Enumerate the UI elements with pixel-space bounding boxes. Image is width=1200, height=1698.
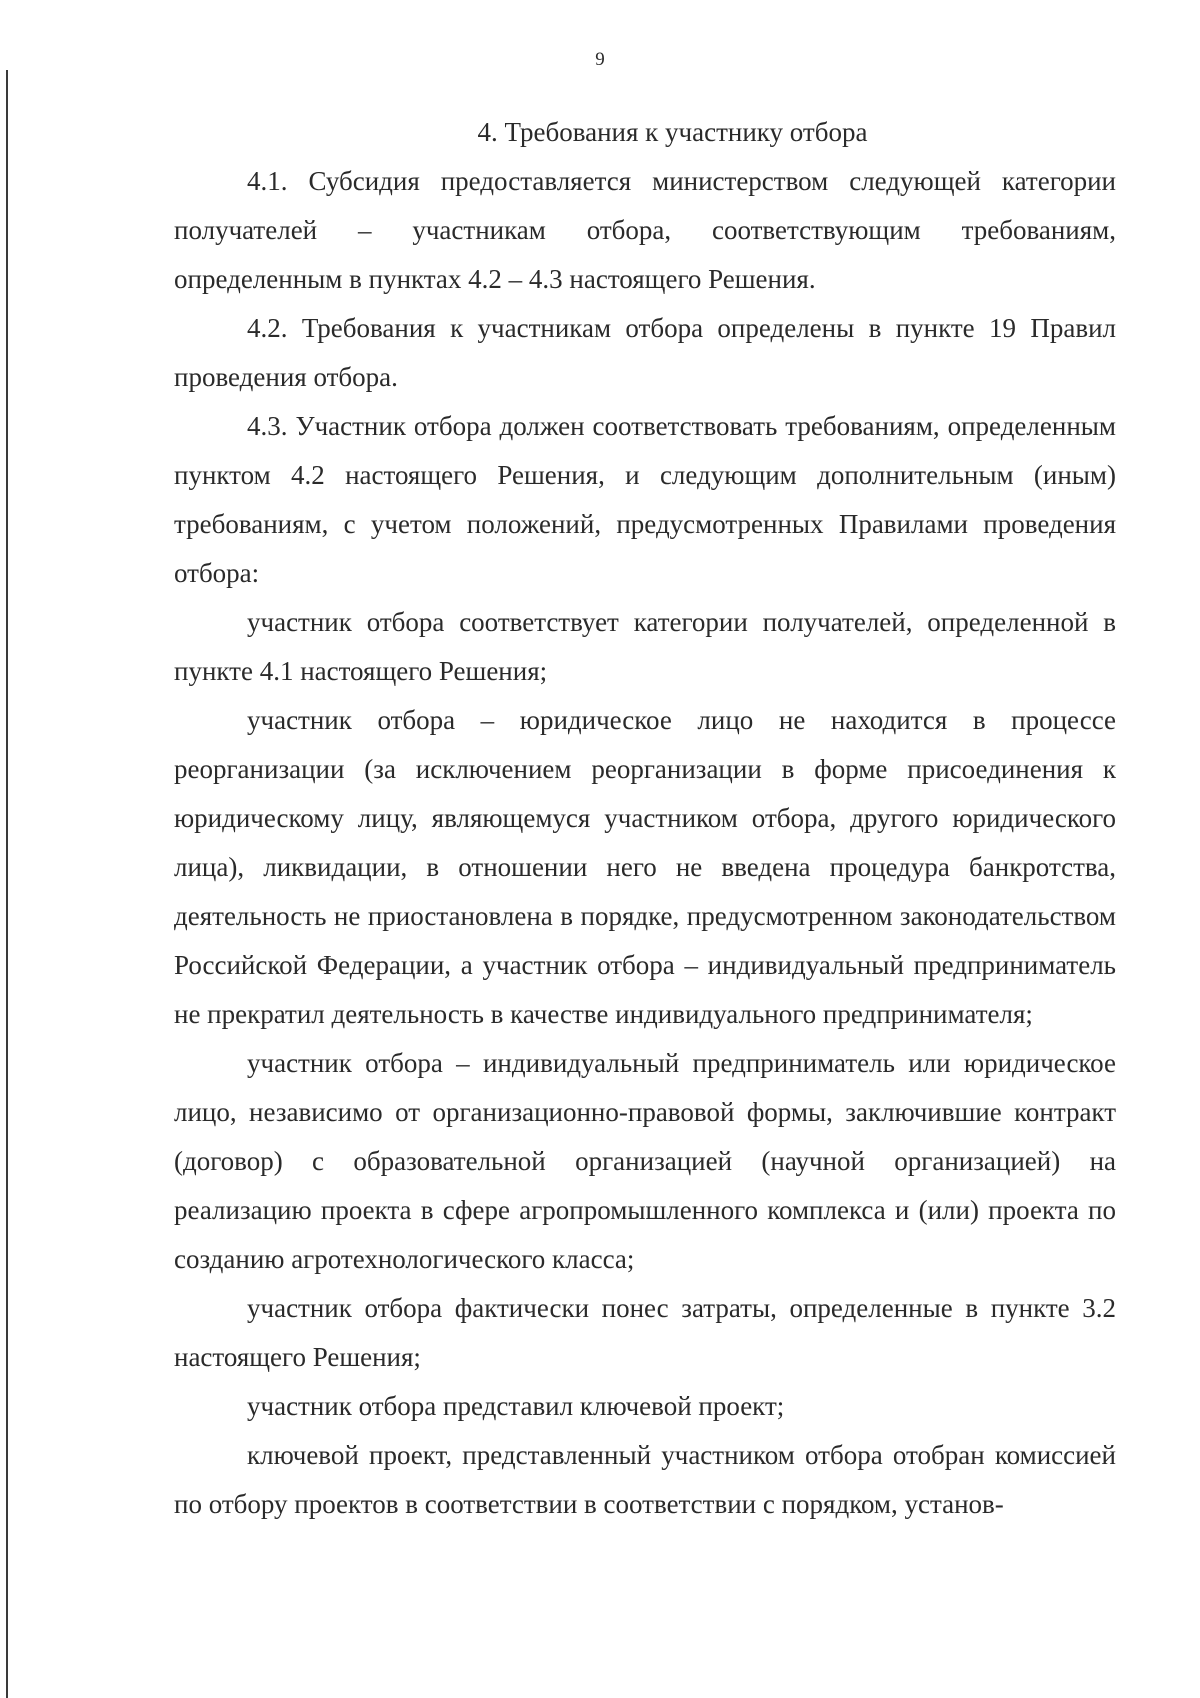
requirement-key-project: участник отбора представил ключевой проект; bbox=[247, 1391, 785, 1421]
paragraph-4-2: 4.2. Требования к участникам отбора определены в пункте 19 Правил проведения отбора. bbox=[174, 313, 1116, 392]
requirement-category: участник отбора соответствует категории получателей, определенной в пункте 4.1 настоящего Решения; bbox=[174, 607, 1116, 686]
requirement-legal-status: участник отбора – юридическое лицо не находится в процессе реорганизации (за исключением реорганизации в форме присоединения к юридическому лицу, являющемуся участником отбора, другого юридического лица), ликвидации, в отношении него не введена процедура банкротства, деятельность не приостановлена в порядке, предусмотренном законодательством Российской Федерации, а участник отбора – индивидуальный предприниматель не прекратил деятельность в качестве индивидуального предпринимателя; bbox=[174, 705, 1116, 1029]
paragraph-4-3: 4.3. Участник отбора должен соответствовать требованиям, определенным пунктом 4.2 настоящего Решения, и следующим дополнительным (иным) требованиям, с учетом положений, предусмотренных Правилами проведения отбора: bbox=[174, 411, 1116, 588]
section-heading: 4. Требования к участнику отбора bbox=[477, 117, 868, 147]
requirement-costs: участник отбора фактически понес затраты, определенные в пункте 3.2 настоящего Решения; bbox=[174, 1293, 1116, 1372]
page-number: 9 bbox=[595, 49, 605, 70]
paragraph-4-1: 4.1. Субсидия предоставляется министерством следующей категории получателей – участникам отбора, соответствующим требованиям, определенным в пунктах 4.2 – 4.3 настоящего Решения. bbox=[174, 166, 1116, 294]
scan-edge-line bbox=[6, 70, 8, 1698]
document-body bbox=[174, 108, 1116, 1529]
requirement-project-selected: ключевой проект, представленный участником отбора отобран комиссией по отбору проектов в соответствии в соответствии с порядком, установ- bbox=[174, 1440, 1116, 1519]
requirement-contract: участник отбора – индивидуальный предприниматель или юридическое лицо, независимо от организационно-правовой формы, заключившие контракт (договор) с образовательной организацией (научной организацией) на реализацию проекта в сфере агропромышленного комплекса и (или) проекта по созданию агротехнологического класса; bbox=[174, 1048, 1116, 1274]
